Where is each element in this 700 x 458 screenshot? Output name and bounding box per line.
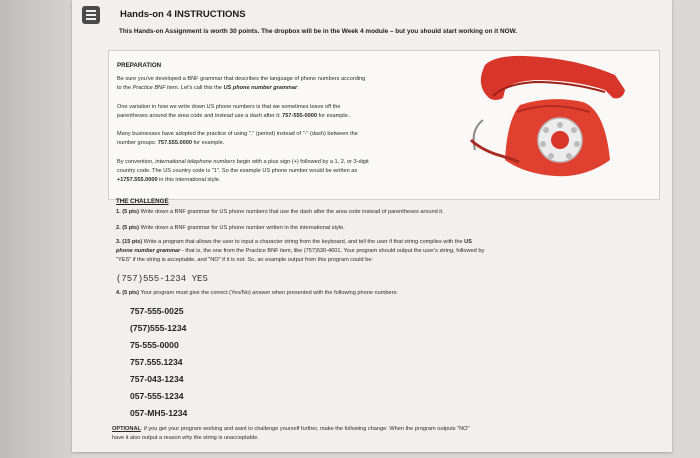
phone-number-item: 057-MH5-1234 (130, 408, 188, 418)
telephone-icon (465, 50, 635, 192)
page-subtitle: This Hands-on Assignment is worth 30 points. The dropbox will be in the Week 4 module – but you should start working on it NOW. (119, 28, 518, 35)
example-output: (757)555-1234 YES (116, 274, 208, 284)
preparation-heading: PREPARATION (117, 62, 162, 69)
phone-number-item: 75-555-0000 (130, 340, 179, 350)
phone-number-item: 757-555-0025 (130, 306, 184, 316)
challenge-item-1: 1. (5 pts) Write down a BNF grammar for US phone numbers that use the dash after the area code instead of parentheses around it. (116, 209, 444, 215)
prep-paragraph-2: One variation in how we write down US phone numbers is that we sometimes leave off the parentheses around the area code and instead use a dash after it: 757-555-0000 for example.. (117, 104, 351, 119)
challenge-heading: THE CHALLENGE (116, 198, 169, 205)
page-title: Hands-on 4 INSTRUCTIONS (120, 9, 246, 20)
phone-number-item: 757-043-1234 (130, 374, 184, 384)
left-margin (0, 0, 72, 458)
phone-number-item: 057-555-1234 (130, 391, 184, 401)
challenge-item-4: 4. (5 pts) Your program must give the correct (Yes/No) answer when presented with the following phone numbers: (116, 290, 398, 296)
phone-number-item: 757.555.1234 (130, 357, 183, 367)
prep-paragraph-1: Be sure you've developed a BNF grammar that describes the language of phone numbers according to the Practice BNF item. Let's call this the US phone number grammar. (117, 76, 366, 91)
prep-paragraph-3: Many businesses have adopted the practice of using "." (period) instead of "-" (dash) between the number groups: 757.555.0000 for example. (117, 131, 358, 146)
challenge-item-3: 3. (15 pts) Write a program that allows the user to input a character string from the keyboard, and tell the user if that string complies with the US phone number grammar - that is, the one from the Practice BNF item, like (757)530-4601. Your program should output the user's string, followed by "YES" if the string is acceptable, and "NO" if it is not. So, an example output from this program could be: (116, 239, 485, 263)
challenge-item-2: 2. (5 pts) Write down a BNF grammar for US phone number written in the international style. (116, 225, 345, 231)
optional-section: OPTIONAL: if you get your program working and want to challenge yourself further, make the following change: When the program outputs "NO" have it also output a reason why the string is unacceptable. (112, 426, 470, 441)
phone-number-item: (757)555-1234 (130, 323, 187, 333)
prep-paragraph-4: By convention, international telephone numbers begin with a plus sign (+) followed by a 1, 2, or 3-digit country code. The US country code is "1". So the example US phone number would be written as +1757.555.0000 in this international style. (117, 159, 369, 183)
document-icon (82, 6, 100, 24)
